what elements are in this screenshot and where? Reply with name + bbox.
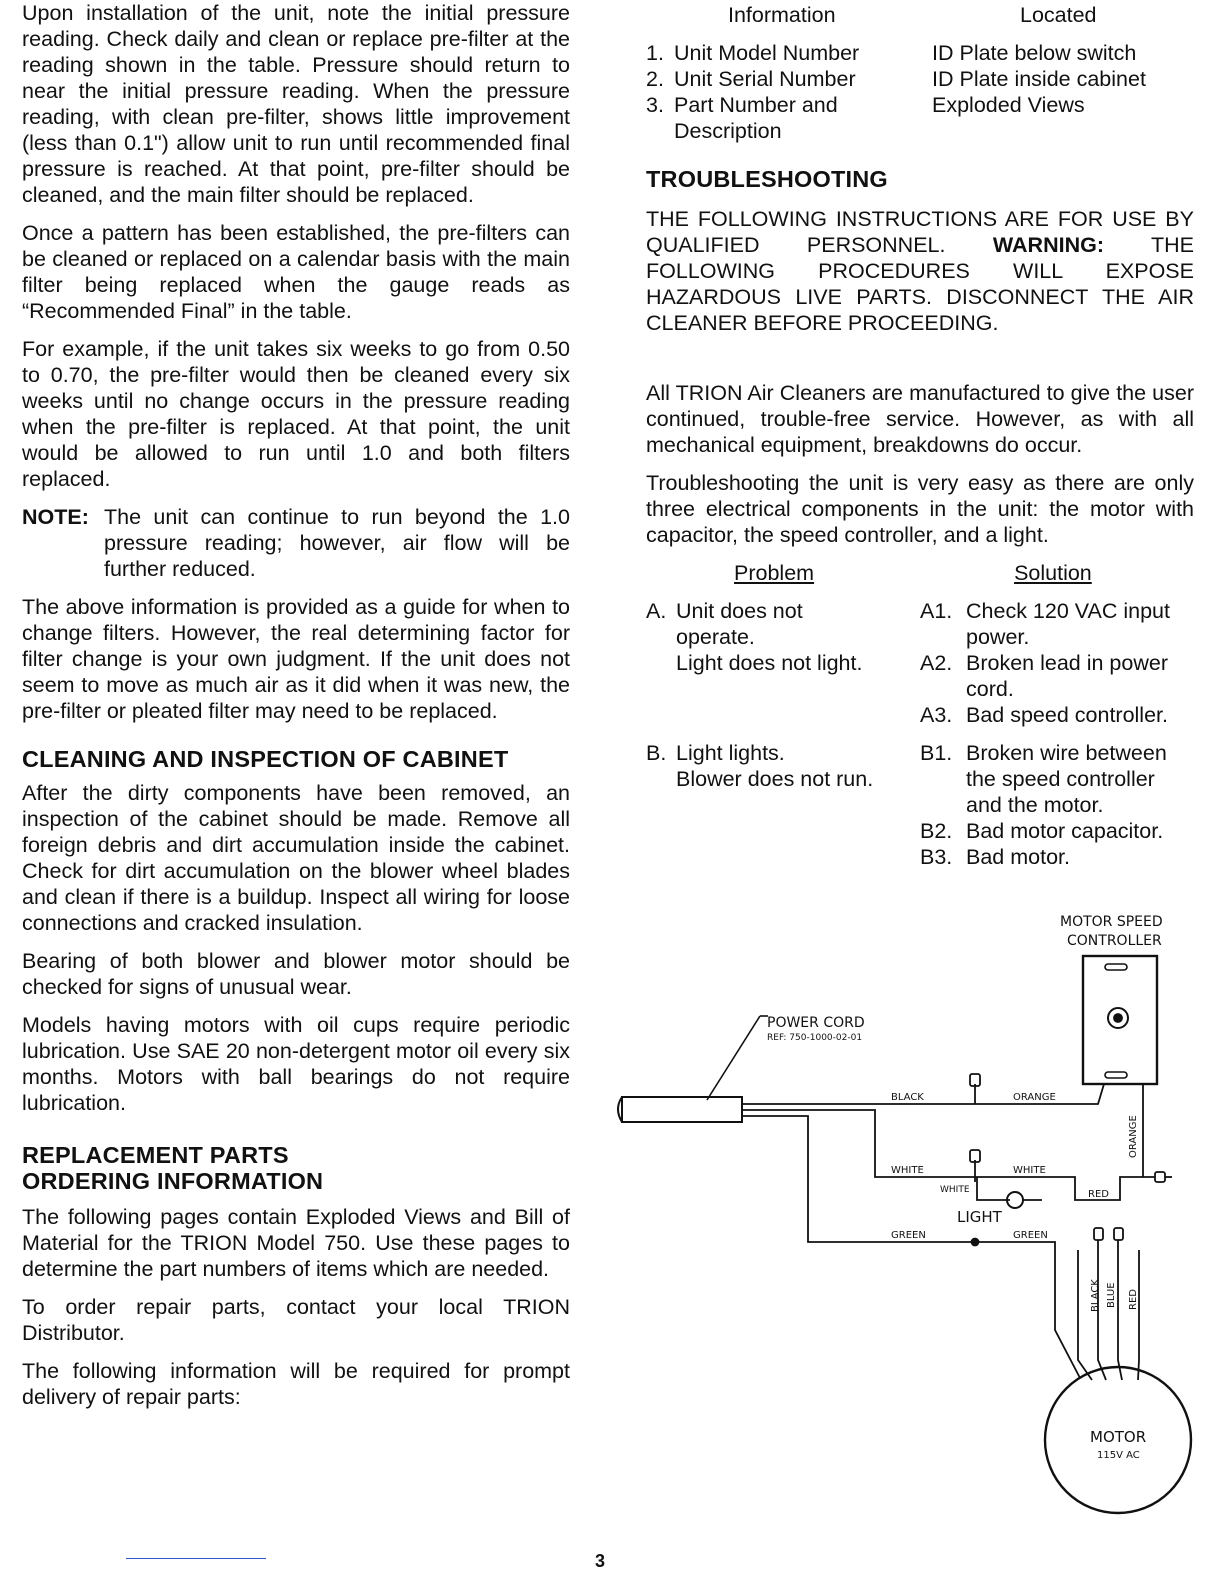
- problem-text: Light does not light.: [676, 651, 863, 675]
- label-light: LIGHT: [957, 1208, 1002, 1226]
- paragraph-example: For example, if the unit takes six weeks to go from 0.50 to 0.70, the pre-filter would then be cleaned every six weeks until no change occurs in the pressure reading when the pre-filter is replaced. At that point, the unit would be allowed to run until 1.0 and both filters replaced.: [22, 337, 570, 491]
- label-green-wire: GREEN: [891, 1230, 926, 1241]
- problem-key: B.: [646, 741, 667, 765]
- connector-right: [1155, 1172, 1165, 1182]
- label-white-wire: WHITE: [1013, 1165, 1046, 1176]
- label-white-wire: WHITE: [891, 1165, 924, 1176]
- problem-text: Blower does not run.: [676, 767, 874, 791]
- label-white-wire: WHITE: [940, 1185, 970, 1195]
- problem-text: operate.: [676, 625, 755, 649]
- paragraph-trion-service: All TRION Air Cleaners are manufactured to give the user continued, trouble-free service. However, as with all mechanical equipment, breakdowns do occur.: [646, 381, 1194, 457]
- label-controller-line1: MOTOR SPEED: [1060, 914, 1163, 930]
- paragraph-pattern: Once a pattern has been established, the pre-filters can be cleaned or replaced on a calendar basis with the main filter being replaced when the gauge reads as “Recommended Final” in the table.: [22, 221, 570, 323]
- paragraph-order-parts: To order repair parts, contact your local TRION Distributor.: [22, 1295, 570, 1345]
- label-motor: MOTOR: [1090, 1428, 1147, 1446]
- problem-text: Light lights.: [676, 741, 785, 765]
- info-row-location: ID Plate inside cabinet: [932, 67, 1146, 91]
- solution-key: A3.: [920, 703, 953, 727]
- label-power-cord: POWER CORD: [767, 1015, 865, 1031]
- solution-key: B2.: [920, 819, 953, 843]
- info-row-location: ID Plate below switch: [932, 41, 1137, 65]
- info-row-item: Unit Model Number: [674, 41, 860, 65]
- paragraph-guide: The above information is provided as a guide for when to change filters. However, the real determining factor for filter change is your own judgment. If the unit does not seem to move as much air as it did when it was new, the pre-filter or pleated filter may need to be replaced.: [22, 595, 570, 723]
- heading-cleaning: CLEANING AND INSPECTION OF CABINET: [22, 746, 509, 772]
- solution-key: B3.: [920, 845, 953, 869]
- page-number: 3: [595, 1551, 606, 1571]
- solution-text: Broken lead in power: [966, 651, 1168, 675]
- info-col-located: Located: [1020, 3, 1097, 27]
- label-green-wire: GREEN: [1013, 1230, 1048, 1241]
- paragraph-inspection: After the dirty components have been removed, an inspection of the cabinet should be made. Remove all foreign debris and dirt accumulation inside the cabinet. Check for dirt accumulation on the blower wheel blades and clean if there is a buildup. Inspect all wiring for loose connections and cracked insulation.: [22, 781, 570, 935]
- solution-text: cord.: [966, 677, 1014, 701]
- solution-text: Check 120 VAC input: [966, 599, 1170, 623]
- label-motor-blue: BLUE: [1106, 1282, 1117, 1308]
- col-solution: Solution: [1014, 561, 1092, 585]
- paragraph-exploded-views: The following pages contain Exploded Views and Bill of Material for the TRION Model 750. Use these pages to determine the part numbers of items which are needed.: [22, 1205, 570, 1281]
- heading-replacement-parts: REPLACEMENT PARTS: [22, 1142, 289, 1168]
- info-row-number: 3.: [646, 93, 664, 117]
- label-power-ref: REF: 750-1000-02-01: [767, 1033, 863, 1043]
- label-black-wire: BLACK: [891, 1092, 924, 1103]
- solution-text: Bad motor.: [966, 845, 1070, 869]
- solution-text: Broken wire between: [966, 741, 1167, 765]
- note-label: NOTE:: [22, 505, 89, 529]
- solution-key: B1.: [920, 741, 953, 765]
- warning-text-post: THE FOLLOWING PROCEDURES WILL EXPOSE HAZARDOUS LIVE PARTS. DISCONNECT THE AIR CLEANER BEFORE PROCEEDING.: [646, 233, 1194, 335]
- info-row-number: 2.: [646, 67, 664, 91]
- paragraph-troubleshooting-easy: Troubleshooting the unit is very easy as there are only three electrical components in the unit: the motor with capacitor, the speed controller, and a light.: [646, 471, 1194, 547]
- info-row-location: Exploded Views: [932, 93, 1085, 117]
- power-cord: [622, 1097, 742, 1122]
- orange-wire: [1143, 1084, 1155, 1177]
- motor-lead-connector: [1114, 1228, 1123, 1240]
- label-motor-voltage: 115V AC: [1097, 1450, 1140, 1461]
- warning-text-pre: THE FOLLOWING INSTRUCTIONS ARE FOR USE BY QUALIFIED PERSONNEL.: [646, 207, 1194, 257]
- problem-text: Unit does not: [676, 599, 803, 623]
- paragraph-lubrication: Models having motors with oil cups require periodic lubrication. Use SAE 20 non-detergent motor oil every six months. Motors with ball bearings do not require lubrication.: [22, 1013, 570, 1115]
- label-orange-wire: ORANGE: [1013, 1092, 1056, 1103]
- heading-troubleshooting: TROUBLESHOOTING: [646, 166, 888, 192]
- col-problem: Problem: [734, 561, 815, 585]
- paragraph-initial-pressure: Upon installation of the unit, note the initial pressure reading. Check daily and clean or replace pre-filter at the reading shown in the table. Pressure should return to near the initial pressure reading. When the pressure reading, with clean pre-filter, shows little improvement (less than 0.1") allow unit to run until recommended final pressure is reached. At that point, pre-filter should be cleaned, and the main filter should be replaced.: [22, 1, 570, 207]
- paragraph-bearing: Bearing of both blower and blower motor should be checked for signs of unusual wear.: [22, 949, 570, 999]
- solution-text: Bad speed controller.: [966, 703, 1168, 727]
- motor-lead-connector: [1094, 1228, 1103, 1240]
- info-row-item: Description: [674, 119, 782, 143]
- info-row-item: Part Number and: [674, 93, 838, 117]
- controller-slot-bottom: [1105, 1072, 1127, 1078]
- power-cord-leader: [707, 1016, 760, 1100]
- solution-text: power.: [966, 625, 1030, 649]
- label-motor-red: RED: [1128, 1289, 1139, 1310]
- paragraph-required-info: The following information will be required for prompt delivery of repair parts:: [22, 1359, 570, 1409]
- footer-rule: [126, 1558, 266, 1559]
- warning-label: WARNING:: [992, 233, 1104, 257]
- label-motor-black: BLACK: [1090, 1279, 1101, 1312]
- solution-key: A2.: [920, 651, 953, 675]
- solution-text: Bad motor capacitor.: [966, 819, 1164, 843]
- heading-ordering-information: ORDERING INFORMATION: [22, 1168, 324, 1194]
- white-wire: [742, 1110, 1085, 1200]
- solution-text: and the motor.: [966, 793, 1104, 817]
- label-controller-line2: CONTROLLER: [1067, 933, 1162, 949]
- info-row-item: Unit Serial Number: [674, 67, 856, 91]
- problem-key: A.: [646, 599, 667, 623]
- solution-text: the speed controller: [966, 767, 1155, 791]
- label-red-wire: RED: [1088, 1189, 1109, 1200]
- note-text: The unit can continue to run beyond the 1.0 pressure reading; however, air flow will be further reduced.: [104, 505, 570, 581]
- solution-key: A1.: [920, 599, 953, 623]
- info-row-number: 1.: [646, 41, 664, 65]
- controller-slot-top: [1105, 964, 1127, 970]
- label-orange-vertical: ORANGE: [1128, 1115, 1139, 1158]
- info-col-information: Information: [728, 3, 836, 27]
